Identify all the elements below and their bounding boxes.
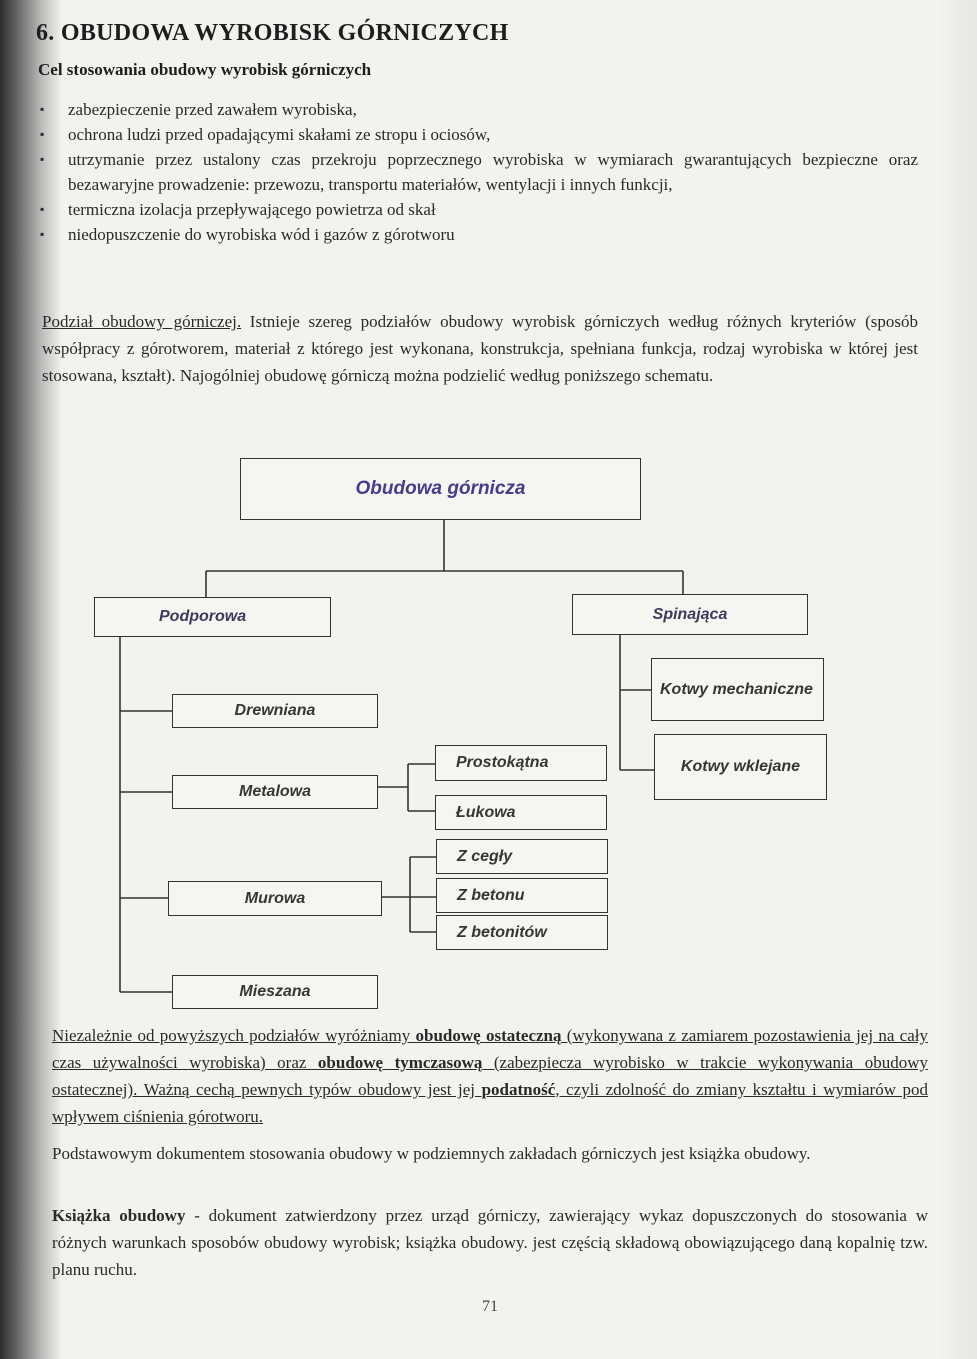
lining-types-paragraph: Niezależnie od powyższych podziałów wyróżniamy obudowę ostateczną (wykonywana z zamiarem pozostawienia jej na cały czas używalności wyrobiska) oraz obudowę tymczasową (zabezpiecza wyrobisko w trakcie wykonywania obudowy ostatecznej). Ważną cechą pewnych typów obudowy jest jej podatność, czyli zdolność do zmiany kształtu i wymiarów pod wpływem ciśnienia górotworu. <box>52 1026 929 1126</box>
purpose-list <box>38 97 918 247</box>
diagram-kotwy-wklejane-box: Kotwy wklejane <box>654 734 827 800</box>
diagram-metalowa-box: Metalowa <box>172 775 378 809</box>
diagram-murowa-box: Murowa <box>168 881 382 916</box>
list-item: ▪ utrzymanie przez ustalony czas przekroju poprzecznego wyrobiska w wymiarach gwarantujących bezpieczne oraz bezawaryjne prowadzenie: przewozu, transportu materiałów, wentylacji i innych funkcji, <box>38 147 918 197</box>
paragraph-heading: Podział obudowy górniczej. <box>42 312 242 331</box>
diagram-z-cegly-box: Z cegły <box>436 839 608 874</box>
diagram-podporowa-box: Podporowa <box>94 597 331 637</box>
bullet-icon: ▪ <box>40 202 45 216</box>
list-item: ▪ termiczna izolacja przepływającego powietrza od skał <box>38 197 918 222</box>
diagram-prostokatna-box: Prostokątna <box>435 745 607 781</box>
diagram-kotwy-mechaniczne-box: Kotwy mechaniczne <box>651 658 824 721</box>
document-paragraph: Podstawowym dokumentem stosowania obudowy w podziemnych zakładach górniczych jest książka obudowy. <box>52 1144 811 1163</box>
diagram-mieszana-box: Mieszana <box>172 975 378 1009</box>
bullet-icon: ▪ <box>40 102 45 116</box>
diagram-z-betonu-box: Z betonu <box>436 878 608 913</box>
list-item: ▪ zabezpieczenie przed zawałem wyrobiska, <box>38 97 918 122</box>
diagram-root-box: Obudowa górnicza <box>240 458 641 520</box>
section-subtitle: Cel stosowania obudowy wyrobisk górniczych <box>38 60 372 79</box>
diagram-drewniana-box: Drewniana <box>172 694 378 728</box>
term-podatnosc: podatność <box>481 1080 556 1099</box>
page-edge <box>937 0 977 1359</box>
term-ksiazka-obudowy: Książka obudowy <box>52 1206 186 1225</box>
classification-paragraph: Podział obudowy górniczej. Istnieje szereg podziałów obudowy wyrobisk górniczych według różnych kryteriów (sposób współpracy z górotworem, materiał z którego jest wykonana, konstrukcja, spełniana funkcja, rodzaj wyrobiska w której jest stosowana, kształt). Najogólniej obudowę górniczą można podzielić według poniższego schematu. <box>42 312 919 385</box>
chapter-title: 6. OBUDOWA WYROBISK GÓRNICZYCH <box>36 20 509 46</box>
diagram-lukowa-box: Łukowa <box>435 795 607 830</box>
diagram-z-betonitow-box: Z betonitów <box>436 915 608 950</box>
term-obudowa-tymczasowa: obudowę tymczasową <box>317 1053 483 1072</box>
list-item: ▪ ochrona ludzi przed opadającymi skałami ze stropu i ociosów, <box>38 122 918 147</box>
diagram-spinajaca-box: Spinająca <box>572 594 808 635</box>
term-obudowa-ostateczna: obudowę ostateczną <box>415 1026 562 1045</box>
page-number: 71 <box>482 1298 498 1315</box>
ksiazka-obudowy-paragraph: Książka obudowy - dokument zatwierdzony przez urząd górniczy, zawierający wykaz dopuszczonych do stosowania w różnych warunkach sposobów obudowy wyrobisk; książka obudowy. jest częścią składową obowiązującego daną kopalnię tzw. planu ruchu. <box>52 1206 928 1279</box>
list-item: ▪ niedopuszczenie do wyrobiska wód i gazów z górotworu <box>38 222 918 247</box>
bullet-icon: ▪ <box>40 127 45 141</box>
bullet-icon: ▪ <box>40 152 45 166</box>
bullet-icon: ▪ <box>40 227 45 241</box>
